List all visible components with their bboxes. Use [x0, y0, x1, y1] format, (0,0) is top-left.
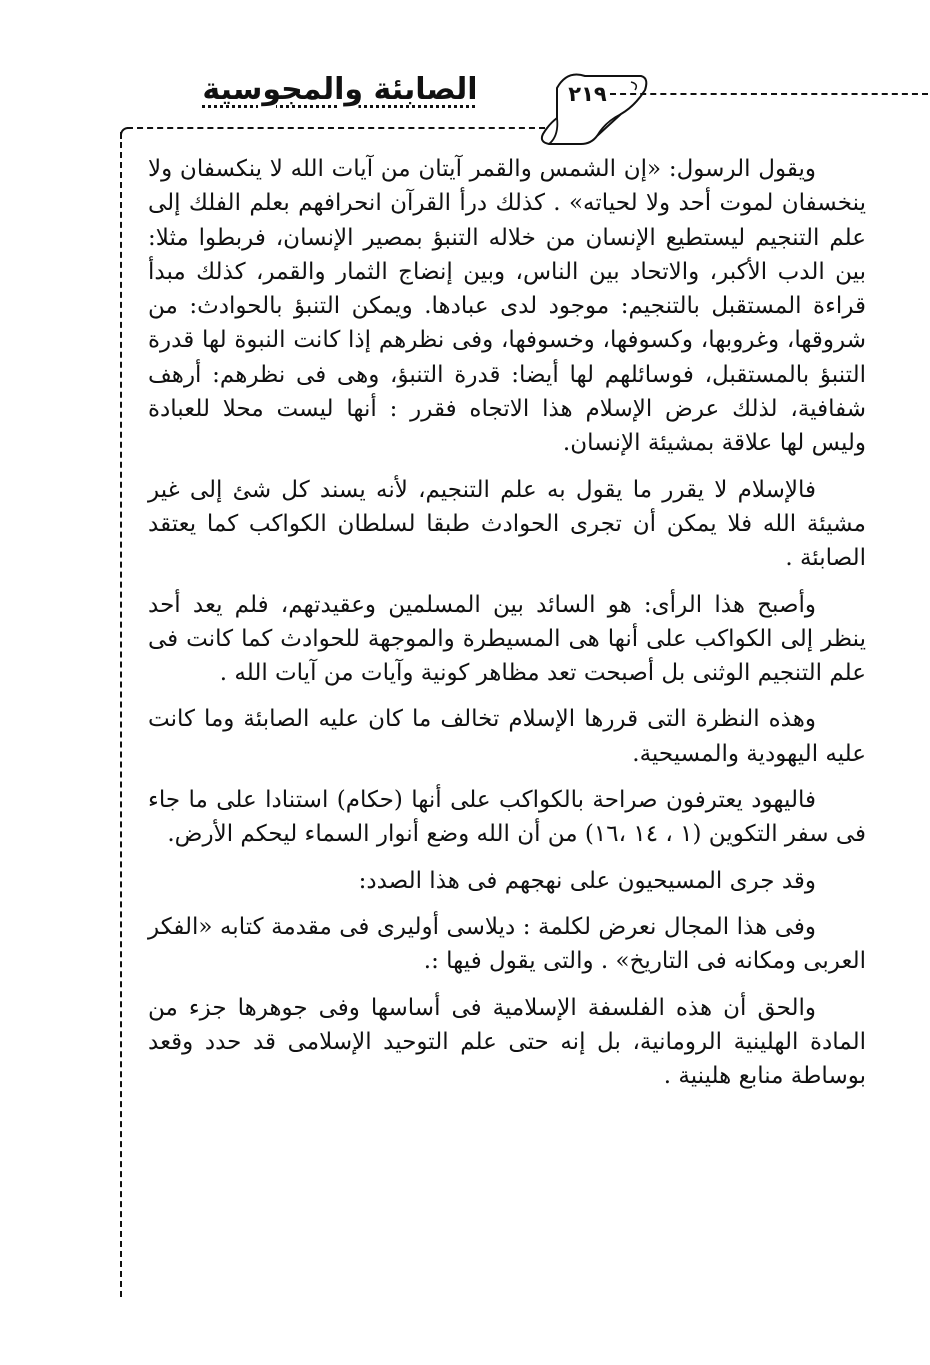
paragraph: وهذه النظرة التى قررها الإسلام تخالف ما كان عليه الصابئة وما كانت عليه اليهودية والمسيحية.	[148, 706, 866, 767]
paragraph: وفى هذا المجال نعرض لكلمة : ديلاسى أوليرى فى مقدمة كتابه «الفكر العربى ومكانه فى التاريخ» . والتى يقول فيها :.	[148, 913, 866, 975]
paragraph: وقد جرى المسيحيون على نهجهم فى هذا الصدد:	[358, 867, 816, 894]
paragraph: والحق أن هذه الفلسفة الإسلامية فى أساسها وفى جوهرها جزء من المادة الهلينية الرومانية، بل إنه حتى علم التوحيد الإسلامى قد حدد وقعد بوساطة منابع هلينية .	[148, 994, 866, 1090]
page-number: ٢١٩	[568, 82, 607, 106]
scroll-ornament-icon	[535, 66, 650, 150]
paragraph: فالإسلام لا يقرر ما يقول به علم التنجيم، لأنه يسند كل شئ إلى غير مشيئة الله فلا يمكن أن تجرى الحوادث طبقا لسلطان الكواكب كما يعتقد الصابئة .	[148, 476, 866, 572]
frame-top-rule	[127, 127, 545, 129]
frame-left-rule	[120, 132, 122, 1297]
page-body	[148, 152, 866, 1105]
header-dashed-rule	[610, 93, 928, 95]
paragraph: ويقول الرسول: «إن الشمس والقمر آيتان من آيات الله لا ينكسفان ولا ينخسفان لموت أحد ولا لحياته» . كذلك درأ القرآن انحرافهم بعلم الفلك إلى علم التنجيم ليستطيع الإنسان من خلاله التنبؤ بمصير الإنسان، فربطوا مثلا: بين الدب الأكبر، والاتحاد بين الناس، وبين إنضاج الثمار والقمر، كذلك مبدأ قراءة المستقبل بالتنجيم: موجود لدى عبادها. ويمكن التنبؤ بالحوادث: من شروقها، وغروبها، وكسوفها، وخسوفها، وفى نظرهم إذا كانت النبوة لها قدرة التنبؤ بالمستقبل، فوسائلهم لها أيضا: قدرة التنبؤ، وهى فى نظرهم: أرهف شفافية، لذلك عرض الإسلام هذا الاتجاه فقرر : أنها ليست محلا للعبادة وليس لها علاقة بمشيئة الإنسان.	[148, 156, 867, 457]
paragraph: فاليهود يعترفون صراحة بالكواكب على أنها (حكام) استنادا على ما جاء فى سفر التكوين (١ ، ١٤ ،١٦) من أن الله وضع أنوار السماء ليحكم الأرض.	[148, 787, 866, 848]
running-title: الصابئة والمجوسية	[202, 72, 478, 107]
paragraph: وأصبح هذا الرأى: هو السائد بين المسلمين وعقيدتهم، فلم يعد أحد ينظر إلى الكواكب على أنها هى المسيطرة والموجهة للحوادث كما كانت فى علم التنجيم الوثنى بل أصبحت تعد مظاهر كونية وآيات من آيات الله .	[148, 591, 866, 687]
